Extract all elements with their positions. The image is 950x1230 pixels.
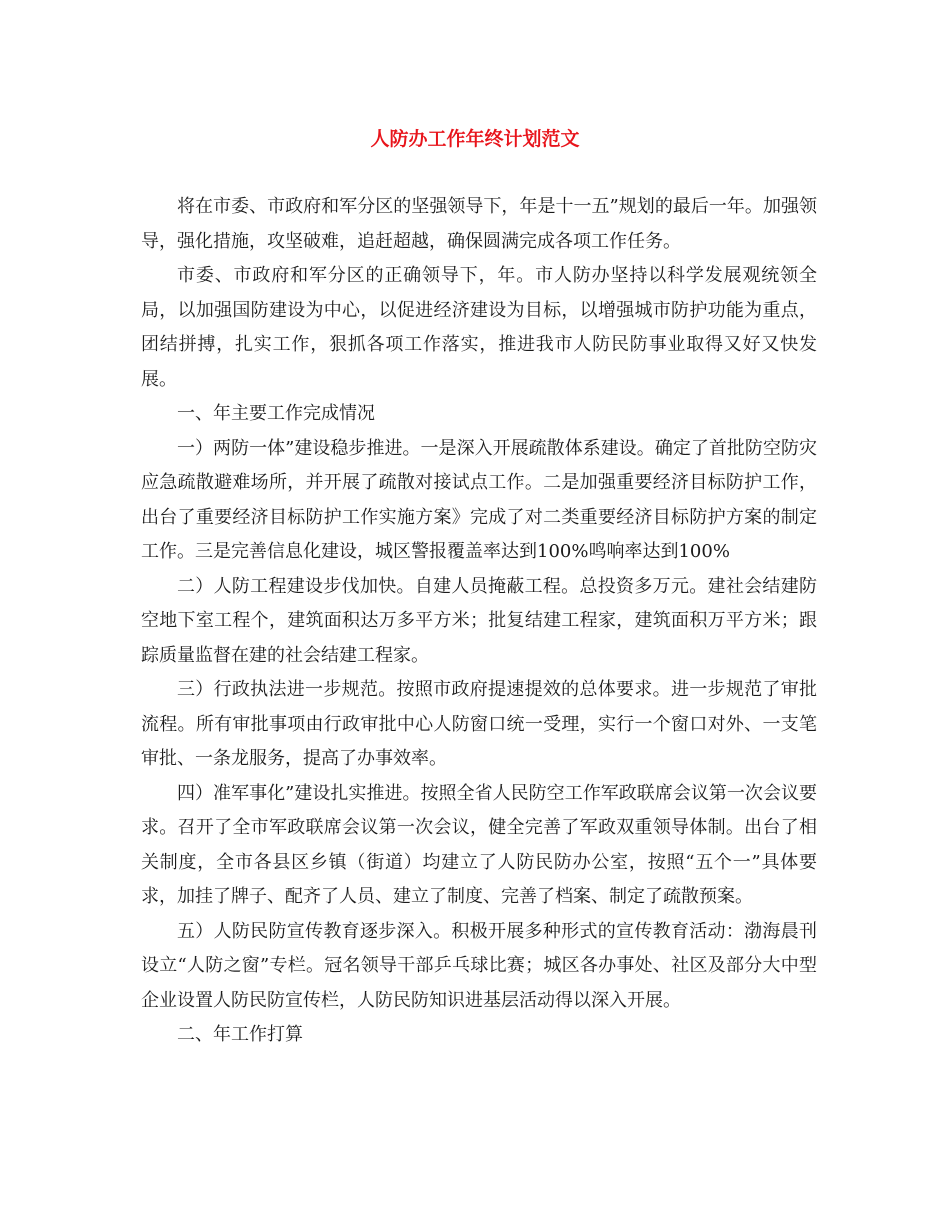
- paragraph-item-1: 一）两防一体”建设稳步推进。一是深入开展疏散体系建设。确定了首批防空防灾应急疏散避难场所，并开展了疏散对接试点工作。二是加强重要经济目标防护工作，出台了重要经济目标防护工作实施方案》完成了对二类重要经济目标防护方案的制定工作。三是完善信息化建设，城区警报覆盖率达到100%鸣响率达到100%: [141, 437, 817, 562]
- paragraph-leadership: 市委、市政府和军分区的正确领导下，年。市人防办坚持以科学发展观统领全局，以加强国防建设为中心，以促进经济建设为目标，以增强城市防护功能为重点，团结拼搏，扎实工作，狠抓各项工作落实，推进我市人防民防事业取得又好又快发展。: [141, 265, 817, 390]
- paragraph-intro: 将在市委、市政府和军分区的坚强领导下，年是十一五”规划的最后一年。加强领导，强化措施，攻坚破难，追赶超越，确保圆满完成各项工作任务。: [141, 196, 817, 252]
- paragraph-item-2: 二）人防工程建设步伐加快。自建人员掩蔽工程。总投资多万元。建社会结建防空地下室工程个，建筑面积达万多平方米；批复结建工程家，建筑面积万平方米；跟踪质量监督在建的社会结建工程家。: [141, 575, 817, 666]
- paragraph-item-3: 三）行政执法进一步规范。按照市政府提速提效的总体要求。进一步规范了审批流程。所有审批事项由行政审批中心人防窗口统一受理，实行一个窗口对外、一支笔审批、一条龙服务，提高了办事效率。: [141, 679, 817, 769]
- paragraph-item-5: 五）人防民防宣传教育逐步深入。积极开展多种形式的宣传教育活动：渤海晨刊设立“人防之窗”专栏。冠名领导干部乒乓球比赛；城区各办事处、社区及部分大中型企业设置人防民防宣传栏，人防民防知识进基层活动得以深入开展。: [141, 920, 817, 1011]
- paragraph-item-4: 四）准军事化”建设扎实推进。按照全省人民防空工作军政联席会议第一次会议要求。召开了全市军政联席会议第一次会议，健全完善了军政双重领导体制。出台了相关制度，全市各县区乡镇（街道）均建立了人防民防办公室，按照“五个一”具体要求，加挂了牌子、配齐了人员、建立了制度、完善了档案、制定了疏散预案。: [141, 782, 817, 907]
- section-heading-plans: 二、年工作打算: [177, 1024, 303, 1045]
- section-heading-achievements: 一、年主要工作完成情况: [177, 403, 375, 424]
- document-body: [141, 190, 817, 1053]
- document-title: 人防办工作年终计划范文: [370, 128, 580, 150]
